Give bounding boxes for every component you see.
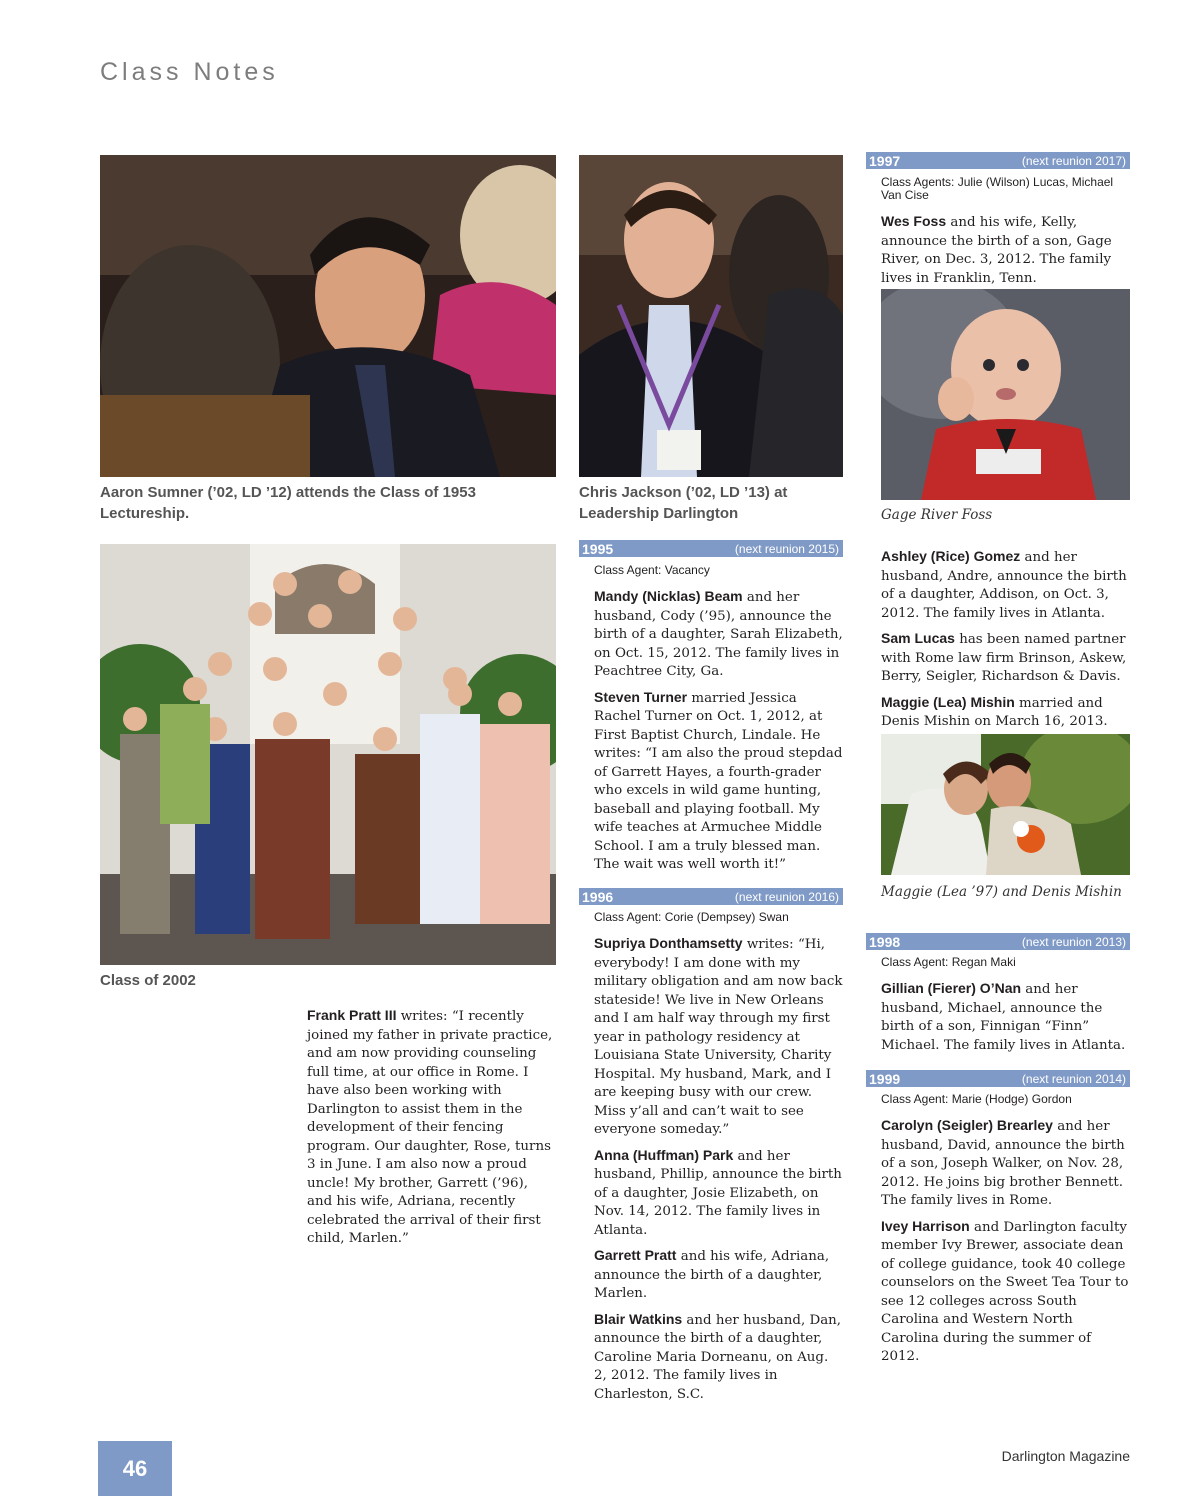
note-name: Ashley (Rice) Gomez xyxy=(881,548,1021,564)
note-text: and his wife, Kelly, announce the birth of a son, Gage River, on Dec. 3, 2012. The family lives in Franklin, Tenn. xyxy=(881,215,1112,286)
photo-caption-sumner: Aaron Sumner (’02, LD ’12) attends the Class of 1953 Lectureship. xyxy=(100,484,476,522)
photo-aaron-sumner xyxy=(100,155,556,477)
note-entry xyxy=(881,212,1131,288)
note-name: Gillian (Fierer) O’Nan xyxy=(881,980,1022,996)
note-text: and her husband, David, announce the birth of a son, Joseph Walker, on Nov. 28, 2012. He joins big brother Bennett. The family lives in Rome. xyxy=(881,1119,1125,1208)
note-text: writes: “Hi, everybody! I am done with my military obligation and am now back stateside! We live in New Orleans and I am half way through my first year in pathology residency at Louisiana State University, Charity Hospital. My husband, Mark, and I are keeping busy with our crew. Miss y’all and can’t wait to see everyone someday.” xyxy=(594,937,843,1137)
class-header-1995 xyxy=(579,540,843,557)
class-header-1997 xyxy=(866,152,1130,169)
note-name: Ivey Harrison xyxy=(881,1217,970,1234)
note-text: writes: “I recently joined my father in private practice, and am now providing counseling full time, at our office in Rome. I have also been working with Darlington to assist them in the development of their fencing program. Our daughter, Rose, turns 3 in June. I am also now a proud uncle! My brother, Garrett (’96), and his wife, Adriana, recently celebrated the arrival of their first child, Marlen.” xyxy=(307,1009,553,1246)
note-name: Steven Turner xyxy=(594,688,688,705)
class-agent-1996: Class Agent: Corie (Dempsey) Swan xyxy=(594,910,789,924)
note-entry xyxy=(594,587,844,682)
photo-caption-class-2002: Class of 2002 xyxy=(100,972,196,989)
note-text: and her husband, Michael, announce the birth of a son, Finnigan “Finn” Michael. The family lives in Atlanta. xyxy=(881,982,1126,1053)
magazine-name: Darlington Magazine xyxy=(1001,1448,1130,1464)
note-name: Mandy (Nicklas) Beam xyxy=(594,588,743,604)
notes-1997-continued xyxy=(881,547,1131,732)
note-entry xyxy=(881,1217,1131,1367)
notes-1996 xyxy=(594,934,844,1404)
note-name: Wes Foss xyxy=(881,213,947,229)
note-text: married and Denis Mishin on March 16, 2013. xyxy=(881,695,1108,729)
class-header-1999 xyxy=(866,1070,1130,1087)
class-reunion: (next reunion 2015) xyxy=(734,541,839,556)
note-name: Sam Lucas xyxy=(881,630,955,646)
page-number: 46 xyxy=(98,1441,172,1496)
note-name: Maggie (Lea) Mishin xyxy=(881,693,1015,710)
class-reunion: (next reunion 2017) xyxy=(1021,153,1126,168)
notes-1999 xyxy=(881,1116,1131,1367)
note-frank-pratt xyxy=(307,1006,557,1249)
class-year: 1995 xyxy=(582,540,614,557)
class-reunion: (next reunion 2016) xyxy=(734,889,839,904)
class-header-1998 xyxy=(866,933,1130,950)
note-name: Anna (Huffman) Park xyxy=(594,1146,734,1163)
note-entry xyxy=(594,1246,844,1304)
class-reunion: (next reunion 2013) xyxy=(1021,934,1126,949)
note-text: and her husband, Phillip, announce the birth of a daughter, Josie Elizabeth, on Nov. 14, 2012. The family lives in Atlanta. xyxy=(594,1148,842,1238)
note-text: and his wife, Adriana, announce the birth of a daughter, Marlen. xyxy=(594,1249,830,1301)
class-reunion: (next reunion 2014) xyxy=(1021,1071,1126,1086)
note-name: Garrett Pratt xyxy=(594,1247,677,1263)
class-agent-1999: Class Agent: Marie (Hodge) Gordon xyxy=(881,1092,1072,1106)
photo-caption-jackson: Chris Jackson (’02, LD ’13) at Leadership Darlington xyxy=(579,484,788,522)
note-text: and her husband, Andre, announce the birth of a daughter, Addison, on Oct. 3, 2012. The family lives in Atlanta. xyxy=(881,550,1127,621)
note-name: Frank Pratt III xyxy=(307,1007,397,1023)
note-name: Blair Watkins xyxy=(594,1310,683,1327)
note-text: and her husband, Cody (’95), announce the birth of a daughter, Sarah Elizabeth, on Oct. 15, 2012. The family lives in Peachtree City, Ga. xyxy=(594,590,843,679)
note-name: Carolyn (Seigler) Brearley xyxy=(881,1117,1053,1133)
photo-caption-mishin: Maggie (Lea ’97) and Denis Mishin xyxy=(881,884,1122,900)
notes-1995 xyxy=(594,587,844,875)
class-year: 1999 xyxy=(869,1070,901,1087)
photo-class-of-2002 xyxy=(100,544,556,965)
class-agent-1998: Class Agent: Regan Maki xyxy=(881,955,1016,969)
section-title: Class Notes xyxy=(100,58,279,86)
note-name: Supriya Donthamsetty xyxy=(594,935,743,951)
note-text: and Darlington faculty member Ivy Brewer, associate dean of college guidance, took 40 college counselors on the Sweet Tea Tour to see 12 colleges across South Carolina and Western North Carolina during the summer of 2012. xyxy=(881,1219,1129,1364)
note-entry xyxy=(594,1146,844,1241)
class-header-1996 xyxy=(579,888,843,905)
note-entry xyxy=(881,629,1131,687)
note-entry xyxy=(881,979,1131,1055)
note-entry xyxy=(594,1310,844,1405)
note-text: and her husband, Dan, announce the birth of a daughter, Caroline Maria Dorneanu, on Aug. 2, 2012. The family lives in Charleston, S.C. xyxy=(594,1312,842,1402)
class-year: 1997 xyxy=(869,152,901,169)
photo-gage-river-foss xyxy=(881,289,1130,500)
note-text: has been named partner with Rome law firm Brinson, Askew, Berry, Seigler, Richardson & Davis. xyxy=(881,632,1127,684)
photo-caption-gage: Gage River Foss xyxy=(881,507,993,523)
class-year: 1998 xyxy=(869,933,901,950)
note-entry xyxy=(881,547,1131,623)
note-entry xyxy=(881,693,1131,732)
class-year: 1996 xyxy=(582,888,614,905)
note-entry xyxy=(594,934,844,1140)
class-agent-1995: Class Agent: Vacancy xyxy=(594,563,710,577)
photo-maggie-denis-mishin xyxy=(881,734,1130,875)
note-entry xyxy=(594,688,844,875)
class-agent-1997: Class Agents: Julie (Wilson) Lucas, Michael Van Cise xyxy=(881,175,1114,202)
note-text: married Jessica Rachel Turner on Oct. 1, 2012, at First Baptist Church, Lindale. He writes: “I am also the proud stepdad of Garrett Hayes, a fourth-grader who excels in wild game hunting, baseball and playing football. My wife teaches at Armuchee Middle School. I am a truly blessed man. The wait was well worth it!” xyxy=(594,690,843,872)
note-entry xyxy=(881,1116,1131,1211)
photo-chris-jackson xyxy=(579,155,843,477)
